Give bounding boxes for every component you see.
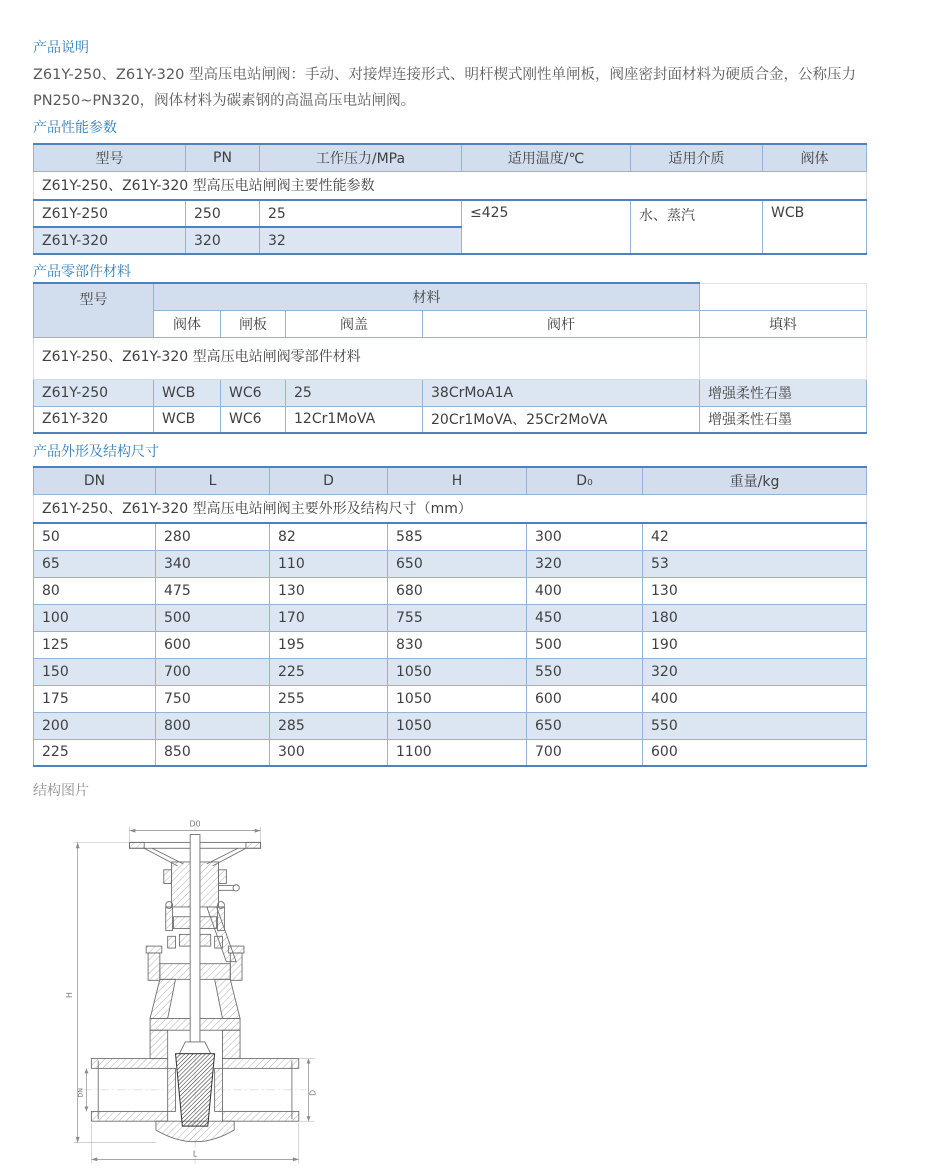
column-header: 型号 bbox=[34, 144, 186, 171]
table-cell: 700 bbox=[527, 739, 643, 766]
table-cell: 300 bbox=[527, 523, 643, 550]
table-row bbox=[34, 604, 867, 631]
dimension-label-d0: D0 bbox=[189, 819, 201, 829]
table-cell: 32 bbox=[260, 227, 462, 254]
table-row bbox=[34, 379, 867, 406]
table-cell: 25 bbox=[260, 200, 462, 227]
table-header-row bbox=[34, 283, 867, 310]
table-cell: Z61Y-250 bbox=[34, 379, 154, 406]
table-cell: 300 bbox=[270, 739, 388, 766]
table-header-row bbox=[34, 144, 867, 171]
table-cell: 1050 bbox=[388, 685, 527, 712]
table-row bbox=[34, 577, 867, 604]
table-cell: 12Cr1MoVA bbox=[286, 406, 423, 433]
table-cell: 195 bbox=[270, 631, 388, 658]
section-heading-dimensions: 产品外形及结构尺寸 bbox=[33, 444, 159, 460]
table-row bbox=[34, 685, 867, 712]
column-header: 适用介质 bbox=[631, 144, 763, 171]
table-cell: 200 bbox=[34, 712, 156, 739]
table-cell: 585 bbox=[388, 523, 527, 550]
table-cell: 180 bbox=[643, 604, 867, 631]
column-header: 填料 bbox=[700, 310, 867, 337]
table-subheader-row bbox=[34, 310, 867, 337]
table-cell: 38CrMoA1A bbox=[423, 379, 700, 406]
table-cell: 755 bbox=[388, 604, 527, 631]
table-cell: 830 bbox=[388, 631, 527, 658]
section-heading-materials: 产品零部件材料 bbox=[33, 264, 131, 280]
table-cell: 340 bbox=[156, 550, 270, 577]
section-heading-structure-image: 结构图片 bbox=[33, 783, 89, 799]
table-cell: 750 bbox=[156, 685, 270, 712]
table-row bbox=[34, 712, 867, 739]
column-header: 适用温度/℃ bbox=[462, 144, 631, 171]
table-row bbox=[34, 523, 867, 550]
table-cell-merged: ≤425 bbox=[462, 200, 631, 254]
table-cell: 20Cr1MoVA、25Cr2MoVA bbox=[423, 406, 700, 433]
valve-structure-drawing bbox=[55, 815, 341, 1175]
table-cell: 增强柔性石墨 bbox=[700, 379, 867, 406]
table-cell: 500 bbox=[527, 631, 643, 658]
table-title: Z61Y-250、Z61Y-320 型高压电站闸阀主要性能参数 bbox=[34, 171, 867, 200]
table-cell: 680 bbox=[388, 577, 527, 604]
table-cell: 1050 bbox=[388, 712, 527, 739]
table-cell: 700 bbox=[156, 658, 270, 685]
table-cell: 400 bbox=[527, 577, 643, 604]
table-row bbox=[34, 200, 867, 227]
table-cell: Z61Y-320 bbox=[34, 406, 154, 433]
table-cell: 600 bbox=[643, 739, 867, 766]
column-header: 阀体 bbox=[763, 144, 867, 171]
table-cell: 65 bbox=[34, 550, 156, 577]
empty-cell bbox=[700, 283, 867, 310]
table-cell: 320 bbox=[186, 227, 260, 254]
column-header-model: 型号 bbox=[34, 283, 154, 337]
table-cell: 42 bbox=[643, 523, 867, 550]
table-cell: 80 bbox=[34, 577, 156, 604]
table-cell: 53 bbox=[643, 550, 867, 577]
table-cell: WCB bbox=[154, 406, 221, 433]
table-cell: 450 bbox=[527, 604, 643, 631]
dimension-label-l: L bbox=[192, 1149, 198, 1159]
table-cell: 130 bbox=[270, 577, 388, 604]
table-cell: 550 bbox=[643, 712, 867, 739]
table-cell: 1100 bbox=[388, 739, 527, 766]
table-cell: Z61Y-320 bbox=[34, 227, 186, 254]
table-cell: 250 bbox=[186, 200, 260, 227]
product-description-text: Z61Y-250、Z61Y-320 型高压电站闸阀：手动、对接焊连接形式、明杆楔式刚性单闸板，阀座密封面材料为硬质合金，公称压力PN250~PN320，阀体材料为碳素钢的高温高压电站闸阀。 bbox=[33, 67, 856, 109]
dimensions-table bbox=[33, 466, 867, 767]
table-cell: 280 bbox=[156, 523, 270, 550]
table-cell: 190 bbox=[643, 631, 867, 658]
column-header: 工作压力/MPa bbox=[260, 144, 462, 171]
dimension-label-d: D bbox=[308, 1089, 318, 1096]
column-header: D bbox=[270, 467, 388, 494]
table-cell: WC6 bbox=[221, 379, 286, 406]
table-row bbox=[34, 550, 867, 577]
table-title-row bbox=[34, 337, 867, 379]
table-cell: Z61Y-250 bbox=[34, 200, 186, 227]
materials-table bbox=[33, 282, 867, 434]
section-heading-description: 产品说明 bbox=[33, 40, 89, 56]
table-cell: 1050 bbox=[388, 658, 527, 685]
table-cell: 255 bbox=[270, 685, 388, 712]
table-header-row bbox=[34, 467, 867, 494]
table-cell-merged: 水、蒸汽 bbox=[631, 200, 763, 254]
table-title-row bbox=[34, 494, 867, 523]
table-cell: 82 bbox=[270, 523, 388, 550]
table-cell: 650 bbox=[388, 550, 527, 577]
dimension-label-dn: DN bbox=[77, 1088, 85, 1098]
table-cell: 600 bbox=[527, 685, 643, 712]
table-cell: 650 bbox=[527, 712, 643, 739]
table-cell: 100 bbox=[34, 604, 156, 631]
column-header: PN bbox=[186, 144, 260, 171]
table-cell: WCB bbox=[154, 379, 221, 406]
column-header: 阀盖 bbox=[286, 310, 423, 337]
valve-structure-figure bbox=[55, 815, 904, 1175]
column-header: D₀ bbox=[527, 467, 643, 494]
table-cell: 125 bbox=[34, 631, 156, 658]
table-title-row bbox=[34, 171, 867, 200]
table-cell: 175 bbox=[34, 685, 156, 712]
table-row bbox=[34, 406, 867, 433]
column-header: 阀杆 bbox=[423, 310, 700, 337]
table-row bbox=[34, 658, 867, 685]
empty-cell bbox=[700, 337, 867, 379]
table-cell: 400 bbox=[643, 685, 867, 712]
column-header: 闸板 bbox=[221, 310, 286, 337]
table-cell: 320 bbox=[527, 550, 643, 577]
table-cell: 225 bbox=[34, 739, 156, 766]
table-row bbox=[34, 739, 867, 766]
table-cell: 285 bbox=[270, 712, 388, 739]
table-cell: 475 bbox=[156, 577, 270, 604]
table-cell: 150 bbox=[34, 658, 156, 685]
table-title: Z61Y-250、Z61Y-320 型高压电站闸阀主要外形及结构尺寸（mm） bbox=[34, 494, 867, 523]
table-cell: 550 bbox=[527, 658, 643, 685]
table-cell: 170 bbox=[270, 604, 388, 631]
dimension-label-h: H bbox=[64, 992, 74, 998]
column-header-material-group: 材料 bbox=[154, 283, 700, 310]
table-cell: 320 bbox=[643, 658, 867, 685]
column-header: DN bbox=[34, 467, 156, 494]
table-cell: 800 bbox=[156, 712, 270, 739]
column-header: H bbox=[388, 467, 527, 494]
table-cell: 850 bbox=[156, 739, 270, 766]
table-cell: 225 bbox=[270, 658, 388, 685]
column-header: 阀体 bbox=[154, 310, 221, 337]
column-header: L bbox=[156, 467, 270, 494]
table-cell: 110 bbox=[270, 550, 388, 577]
table-cell: 500 bbox=[156, 604, 270, 631]
performance-table bbox=[33, 143, 867, 255]
table-cell: 600 bbox=[156, 631, 270, 658]
table-row bbox=[34, 631, 867, 658]
table-cell: 25 bbox=[286, 379, 423, 406]
table-cell-merged: WCB bbox=[763, 200, 867, 254]
section-heading-performance: 产品性能参数 bbox=[33, 120, 117, 136]
table-cell: 130 bbox=[643, 577, 867, 604]
table-cell: WC6 bbox=[221, 406, 286, 433]
table-cell: 增强柔性石墨 bbox=[700, 406, 867, 433]
table-title: Z61Y-250、Z61Y-320 型高压电站闸阀零部件材料 bbox=[34, 337, 700, 379]
table-cell: 50 bbox=[34, 523, 156, 550]
column-header: 重量/kg bbox=[643, 467, 867, 494]
dimensions-table-body bbox=[34, 523, 867, 766]
